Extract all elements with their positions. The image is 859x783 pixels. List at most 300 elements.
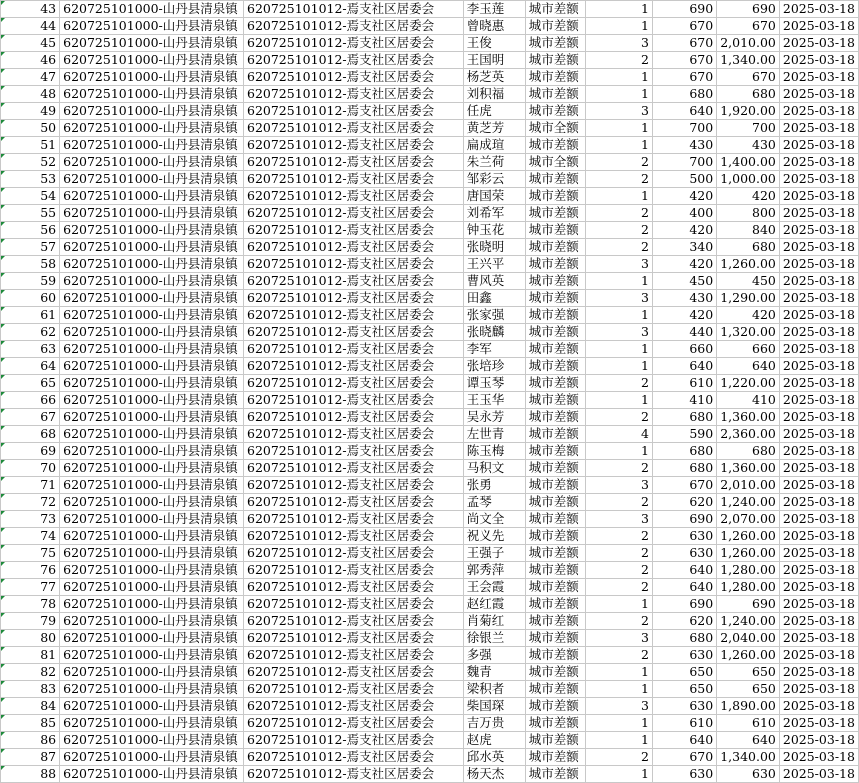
total-amount-cell[interactable]: 2,070.00 bbox=[717, 511, 780, 528]
standard-amount-cell[interactable]: 690 bbox=[652, 511, 716, 528]
household-size-cell[interactable]: 3 bbox=[585, 511, 652, 528]
total-amount-cell[interactable]: 1,260.00 bbox=[717, 256, 780, 273]
standard-amount-cell[interactable]: 680 bbox=[652, 630, 716, 647]
town-code-cell[interactable]: 620725101000-山丹县清泉镇 bbox=[60, 307, 244, 324]
community-code-cell[interactable]: 620725101012-焉支社区居委会 bbox=[244, 528, 464, 545]
total-amount-cell[interactable]: 1,280.00 bbox=[717, 579, 780, 596]
total-amount-cell[interactable]: 700 bbox=[717, 120, 780, 137]
town-code-cell[interactable]: 620725101000-山丹县清泉镇 bbox=[60, 290, 244, 307]
category-cell[interactable]: 城市差额 bbox=[525, 409, 585, 426]
community-code-cell[interactable]: 620725101012-焉支社区居委会 bbox=[244, 324, 464, 341]
town-code-cell[interactable]: 620725101000-山丹县清泉镇 bbox=[60, 86, 244, 103]
household-size-cell[interactable]: 2 bbox=[585, 562, 652, 579]
community-code-cell[interactable]: 620725101012-焉支社区居委会 bbox=[244, 426, 464, 443]
standard-amount-cell[interactable]: 610 bbox=[652, 715, 716, 732]
standard-amount-cell[interactable]: 420 bbox=[652, 188, 716, 205]
category-cell[interactable]: 城市差额 bbox=[525, 1, 585, 18]
date-cell[interactable]: 2025-03-18 bbox=[779, 732, 858, 749]
standard-amount-cell[interactable]: 680 bbox=[652, 86, 716, 103]
standard-amount-cell[interactable]: 620 bbox=[652, 613, 716, 630]
row-index[interactable] bbox=[1, 443, 60, 460]
town-code-cell[interactable]: 620725101000-山丹县清泉镇 bbox=[60, 1, 244, 18]
total-amount-cell[interactable]: 1,340.00 bbox=[717, 52, 780, 69]
community-code-cell[interactable]: 620725101012-焉支社区居委会 bbox=[244, 375, 464, 392]
total-amount-cell[interactable]: 650 bbox=[717, 664, 780, 681]
category-cell[interactable]: 城市差额 bbox=[525, 86, 585, 103]
date-cell[interactable]: 2025-03-18 bbox=[779, 171, 858, 188]
name-cell[interactable]: 钟玉花 bbox=[463, 222, 525, 239]
row-index[interactable] bbox=[1, 715, 60, 732]
name-cell[interactable]: 徐银兰 bbox=[463, 630, 525, 647]
total-amount-cell[interactable]: 1,320.00 bbox=[717, 324, 780, 341]
row-index[interactable] bbox=[1, 511, 60, 528]
total-amount-cell[interactable]: 2,360.00 bbox=[717, 426, 780, 443]
household-size-cell[interactable]: 1 bbox=[585, 137, 652, 154]
town-code-cell[interactable]: 620725101000-山丹县清泉镇 bbox=[60, 205, 244, 222]
row-index[interactable] bbox=[1, 392, 60, 409]
town-code-cell[interactable]: 620725101000-山丹县清泉镇 bbox=[60, 18, 244, 35]
date-cell[interactable]: 2025-03-18 bbox=[779, 239, 858, 256]
standard-amount-cell[interactable]: 670 bbox=[652, 18, 716, 35]
community-code-cell[interactable]: 620725101012-焉支社区居委会 bbox=[244, 103, 464, 120]
community-code-cell[interactable]: 620725101012-焉支社区居委会 bbox=[244, 511, 464, 528]
standard-amount-cell[interactable]: 410 bbox=[652, 392, 716, 409]
community-code-cell[interactable]: 620725101012-焉支社区居委会 bbox=[244, 715, 464, 732]
total-amount-cell[interactable]: 640 bbox=[717, 358, 780, 375]
category-cell[interactable]: 城市差额 bbox=[525, 579, 585, 596]
community-code-cell[interactable]: 620725101012-焉支社区居委会 bbox=[244, 171, 464, 188]
date-cell[interactable]: 2025-03-18 bbox=[779, 494, 858, 511]
name-cell[interactable]: 陈玉梅 bbox=[463, 443, 525, 460]
total-amount-cell[interactable]: 630 bbox=[717, 766, 780, 783]
category-cell[interactable]: 城市差额 bbox=[525, 358, 585, 375]
community-code-cell[interactable]: 620725101012-焉支社区居委会 bbox=[244, 630, 464, 647]
town-code-cell[interactable]: 620725101000-山丹县清泉镇 bbox=[60, 35, 244, 52]
row-index[interactable] bbox=[1, 86, 60, 103]
household-size-cell[interactable]: 1 bbox=[585, 392, 652, 409]
category-cell[interactable]: 城市差额 bbox=[525, 137, 585, 154]
town-code-cell[interactable]: 620725101000-山丹县清泉镇 bbox=[60, 681, 244, 698]
standard-amount-cell[interactable]: 650 bbox=[652, 681, 716, 698]
category-cell[interactable]: 城市差额 bbox=[525, 426, 585, 443]
total-amount-cell[interactable]: 1,220.00 bbox=[717, 375, 780, 392]
total-amount-cell[interactable]: 1,260.00 bbox=[717, 647, 780, 664]
standard-amount-cell[interactable]: 610 bbox=[652, 375, 716, 392]
row-index[interactable] bbox=[1, 426, 60, 443]
standard-amount-cell[interactable]: 620 bbox=[652, 494, 716, 511]
standard-amount-cell[interactable]: 430 bbox=[652, 137, 716, 154]
date-cell[interactable]: 2025-03-18 bbox=[779, 324, 858, 341]
town-code-cell[interactable]: 620725101000-山丹县清泉镇 bbox=[60, 426, 244, 443]
category-cell[interactable]: 城市差额 bbox=[525, 35, 585, 52]
category-cell[interactable]: 城市差额 bbox=[525, 273, 585, 290]
category-cell[interactable]: 城市差额 bbox=[525, 613, 585, 630]
town-code-cell[interactable]: 620725101000-山丹县清泉镇 bbox=[60, 579, 244, 596]
date-cell[interactable]: 2025-03-18 bbox=[779, 273, 858, 290]
community-code-cell[interactable]: 620725101012-焉支社区居委会 bbox=[244, 749, 464, 766]
town-code-cell[interactable]: 620725101000-山丹县清泉镇 bbox=[60, 341, 244, 358]
community-code-cell[interactable]: 620725101012-焉支社区居委会 bbox=[244, 358, 464, 375]
total-amount-cell[interactable]: 1,260.00 bbox=[717, 545, 780, 562]
community-code-cell[interactable]: 620725101012-焉支社区居委会 bbox=[244, 545, 464, 562]
total-amount-cell[interactable]: 680 bbox=[717, 86, 780, 103]
row-index[interactable] bbox=[1, 188, 60, 205]
date-cell[interactable]: 2025-03-18 bbox=[779, 613, 858, 630]
row-index[interactable] bbox=[1, 324, 60, 341]
name-cell[interactable]: 孟琴 bbox=[463, 494, 525, 511]
date-cell[interactable]: 2025-03-18 bbox=[779, 188, 858, 205]
household-size-cell[interactable]: 2 bbox=[585, 579, 652, 596]
standard-amount-cell[interactable]: 640 bbox=[652, 732, 716, 749]
town-code-cell[interactable]: 620725101000-山丹县清泉镇 bbox=[60, 647, 244, 664]
community-code-cell[interactable]: 620725101012-焉支社区居委会 bbox=[244, 392, 464, 409]
name-cell[interactable]: 刘积福 bbox=[463, 86, 525, 103]
name-cell[interactable]: 田鑫 bbox=[463, 290, 525, 307]
town-code-cell[interactable]: 620725101000-山丹县清泉镇 bbox=[60, 171, 244, 188]
category-cell[interactable]: 城市差额 bbox=[525, 766, 585, 783]
community-code-cell[interactable]: 620725101012-焉支社区居委会 bbox=[244, 341, 464, 358]
town-code-cell[interactable]: 620725101000-山丹县清泉镇 bbox=[60, 443, 244, 460]
town-code-cell[interactable]: 620725101000-山丹县清泉镇 bbox=[60, 613, 244, 630]
row-index[interactable] bbox=[1, 613, 60, 630]
standard-amount-cell[interactable]: 670 bbox=[652, 749, 716, 766]
name-cell[interactable]: 张晓麟 bbox=[463, 324, 525, 341]
community-code-cell[interactable]: 620725101012-焉支社区居委会 bbox=[244, 766, 464, 783]
name-cell[interactable]: 刘希军 bbox=[463, 205, 525, 222]
row-index[interactable] bbox=[1, 409, 60, 426]
name-cell[interactable]: 王俊 bbox=[463, 35, 525, 52]
standard-amount-cell[interactable]: 450 bbox=[652, 273, 716, 290]
town-code-cell[interactable]: 620725101000-山丹县清泉镇 bbox=[60, 120, 244, 137]
date-cell[interactable]: 2025-03-18 bbox=[779, 630, 858, 647]
household-size-cell[interactable]: 3 bbox=[585, 256, 652, 273]
standard-amount-cell[interactable]: 630 bbox=[652, 528, 716, 545]
community-code-cell[interactable]: 620725101012-焉支社区居委会 bbox=[244, 256, 464, 273]
category-cell[interactable]: 城市差额 bbox=[525, 18, 585, 35]
name-cell[interactable]: 朱兰荷 bbox=[463, 154, 525, 171]
total-amount-cell[interactable]: 430 bbox=[717, 137, 780, 154]
total-amount-cell[interactable]: 1,890.00 bbox=[717, 698, 780, 715]
category-cell[interactable]: 城市差额 bbox=[525, 698, 585, 715]
row-index[interactable] bbox=[1, 290, 60, 307]
category-cell[interactable]: 城市差额 bbox=[525, 205, 585, 222]
category-cell[interactable]: 城市差额 bbox=[525, 256, 585, 273]
town-code-cell[interactable]: 620725101000-山丹县清泉镇 bbox=[60, 477, 244, 494]
category-cell[interactable]: 城市全额 bbox=[525, 154, 585, 171]
date-cell[interactable]: 2025-03-18 bbox=[779, 511, 858, 528]
name-cell[interactable]: 魏青 bbox=[463, 664, 525, 681]
date-cell[interactable]: 2025-03-18 bbox=[779, 86, 858, 103]
town-code-cell[interactable]: 620725101000-山丹县清泉镇 bbox=[60, 664, 244, 681]
name-cell[interactable]: 赵红霞 bbox=[463, 596, 525, 613]
town-code-cell[interactable]: 620725101000-山丹县清泉镇 bbox=[60, 766, 244, 783]
town-code-cell[interactable]: 620725101000-山丹县清泉镇 bbox=[60, 596, 244, 613]
row-index[interactable] bbox=[1, 256, 60, 273]
community-code-cell[interactable]: 620725101012-焉支社区居委会 bbox=[244, 613, 464, 630]
name-cell[interactable]: 李玉莲 bbox=[463, 1, 525, 18]
category-cell[interactable]: 城市差额 bbox=[525, 324, 585, 341]
row-index[interactable] bbox=[1, 545, 60, 562]
standard-amount-cell[interactable]: 700 bbox=[652, 154, 716, 171]
standard-amount-cell[interactable]: 630 bbox=[652, 545, 716, 562]
household-size-cell[interactable]: 2 bbox=[585, 222, 652, 239]
row-index[interactable] bbox=[1, 205, 60, 222]
total-amount-cell[interactable]: 610 bbox=[717, 715, 780, 732]
community-code-cell[interactable]: 620725101012-焉支社区居委会 bbox=[244, 188, 464, 205]
row-index[interactable] bbox=[1, 749, 60, 766]
standard-amount-cell[interactable]: 640 bbox=[652, 103, 716, 120]
date-cell[interactable]: 2025-03-18 bbox=[779, 443, 858, 460]
town-code-cell[interactable]: 620725101000-山丹县清泉镇 bbox=[60, 409, 244, 426]
date-cell[interactable]: 2025-03-18 bbox=[779, 358, 858, 375]
total-amount-cell[interactable]: 1,290.00 bbox=[717, 290, 780, 307]
total-amount-cell[interactable]: 2,040.00 bbox=[717, 630, 780, 647]
name-cell[interactable]: 尚文全 bbox=[463, 511, 525, 528]
date-cell[interactable]: 2025-03-18 bbox=[779, 749, 858, 766]
town-code-cell[interactable]: 620725101000-山丹县清泉镇 bbox=[60, 273, 244, 290]
row-index[interactable] bbox=[1, 732, 60, 749]
row-index[interactable] bbox=[1, 69, 60, 86]
date-cell[interactable]: 2025-03-18 bbox=[779, 256, 858, 273]
community-code-cell[interactable]: 620725101012-焉支社区居委会 bbox=[244, 443, 464, 460]
row-index[interactable] bbox=[1, 460, 60, 477]
town-code-cell[interactable]: 620725101000-山丹县清泉镇 bbox=[60, 392, 244, 409]
category-cell[interactable]: 城市差额 bbox=[525, 511, 585, 528]
category-cell[interactable]: 城市差额 bbox=[525, 52, 585, 69]
standard-amount-cell[interactable]: 650 bbox=[652, 664, 716, 681]
name-cell[interactable]: 曹风英 bbox=[463, 273, 525, 290]
name-cell[interactable]: 郭秀萍 bbox=[463, 562, 525, 579]
name-cell[interactable]: 黄芝芳 bbox=[463, 120, 525, 137]
household-size-cell[interactable]: 1 bbox=[585, 766, 652, 783]
household-size-cell[interactable]: 2 bbox=[585, 528, 652, 545]
town-code-cell[interactable]: 620725101000-山丹县清泉镇 bbox=[60, 69, 244, 86]
name-cell[interactable]: 李军 bbox=[463, 341, 525, 358]
standard-amount-cell[interactable]: 680 bbox=[652, 460, 716, 477]
row-index[interactable] bbox=[1, 375, 60, 392]
total-amount-cell[interactable]: 1,360.00 bbox=[717, 409, 780, 426]
total-amount-cell[interactable]: 2,010.00 bbox=[717, 35, 780, 52]
community-code-cell[interactable]: 620725101012-焉支社区居委会 bbox=[244, 69, 464, 86]
community-code-cell[interactable]: 620725101012-焉支社区居委会 bbox=[244, 154, 464, 171]
town-code-cell[interactable]: 620725101000-山丹县清泉镇 bbox=[60, 630, 244, 647]
date-cell[interactable]: 2025-03-18 bbox=[779, 18, 858, 35]
household-size-cell[interactable]: 2 bbox=[585, 647, 652, 664]
community-code-cell[interactable]: 620725101012-焉支社区居委会 bbox=[244, 290, 464, 307]
date-cell[interactable]: 2025-03-18 bbox=[779, 307, 858, 324]
row-index[interactable] bbox=[1, 1, 60, 18]
household-size-cell[interactable]: 3 bbox=[585, 477, 652, 494]
household-size-cell[interactable]: 1 bbox=[585, 86, 652, 103]
community-code-cell[interactable]: 620725101012-焉支社区居委会 bbox=[244, 205, 464, 222]
community-code-cell[interactable]: 620725101012-焉支社区居委会 bbox=[244, 120, 464, 137]
category-cell[interactable]: 城市差额 bbox=[525, 664, 585, 681]
household-size-cell[interactable]: 1 bbox=[585, 596, 652, 613]
household-size-cell[interactable]: 2 bbox=[585, 375, 652, 392]
row-index[interactable] bbox=[1, 477, 60, 494]
standard-amount-cell[interactable]: 430 bbox=[652, 290, 716, 307]
household-size-cell[interactable]: 2 bbox=[585, 205, 652, 222]
category-cell[interactable]: 城市差额 bbox=[525, 596, 585, 613]
town-code-cell[interactable]: 620725101000-山丹县清泉镇 bbox=[60, 375, 244, 392]
name-cell[interactable]: 赵虎 bbox=[463, 732, 525, 749]
household-size-cell[interactable]: 2 bbox=[585, 239, 652, 256]
total-amount-cell[interactable]: 1,400.00 bbox=[717, 154, 780, 171]
household-size-cell[interactable]: 1 bbox=[585, 358, 652, 375]
name-cell[interactable]: 邱水英 bbox=[463, 749, 525, 766]
category-cell[interactable]: 城市差额 bbox=[525, 239, 585, 256]
category-cell[interactable]: 城市差额 bbox=[525, 392, 585, 409]
standard-amount-cell[interactable]: 420 bbox=[652, 307, 716, 324]
row-index[interactable] bbox=[1, 273, 60, 290]
community-code-cell[interactable]: 620725101012-焉支社区居委会 bbox=[244, 596, 464, 613]
household-size-cell[interactable]: 1 bbox=[585, 307, 652, 324]
total-amount-cell[interactable]: 840 bbox=[717, 222, 780, 239]
name-cell[interactable]: 张家强 bbox=[463, 307, 525, 324]
name-cell[interactable]: 吴永芳 bbox=[463, 409, 525, 426]
category-cell[interactable]: 城市差额 bbox=[525, 494, 585, 511]
date-cell[interactable]: 2025-03-18 bbox=[779, 35, 858, 52]
date-cell[interactable]: 2025-03-18 bbox=[779, 528, 858, 545]
row-index[interactable] bbox=[1, 120, 60, 137]
row-index[interactable] bbox=[1, 562, 60, 579]
date-cell[interactable]: 2025-03-18 bbox=[779, 766, 858, 783]
total-amount-cell[interactable]: 1,360.00 bbox=[717, 460, 780, 477]
town-code-cell[interactable]: 620725101000-山丹县清泉镇 bbox=[60, 494, 244, 511]
community-code-cell[interactable]: 620725101012-焉支社区居委会 bbox=[244, 239, 464, 256]
row-index[interactable] bbox=[1, 766, 60, 783]
standard-amount-cell[interactable]: 670 bbox=[652, 477, 716, 494]
date-cell[interactable]: 2025-03-18 bbox=[779, 664, 858, 681]
row-index[interactable] bbox=[1, 494, 60, 511]
town-code-cell[interactable]: 620725101000-山丹县清泉镇 bbox=[60, 545, 244, 562]
row-index[interactable] bbox=[1, 596, 60, 613]
standard-amount-cell[interactable]: 630 bbox=[652, 698, 716, 715]
community-code-cell[interactable]: 620725101012-焉支社区居委会 bbox=[244, 86, 464, 103]
total-amount-cell[interactable]: 680 bbox=[717, 239, 780, 256]
row-index[interactable] bbox=[1, 103, 60, 120]
date-cell[interactable]: 2025-03-18 bbox=[779, 341, 858, 358]
name-cell[interactable]: 邹彩云 bbox=[463, 171, 525, 188]
community-code-cell[interactable]: 620725101012-焉支社区居委会 bbox=[244, 307, 464, 324]
household-size-cell[interactable]: 3 bbox=[585, 290, 652, 307]
household-size-cell[interactable]: 1 bbox=[585, 1, 652, 18]
category-cell[interactable]: 城市差额 bbox=[525, 69, 585, 86]
town-code-cell[interactable]: 620725101000-山丹县清泉镇 bbox=[60, 460, 244, 477]
category-cell[interactable]: 城市差额 bbox=[525, 528, 585, 545]
town-code-cell[interactable]: 620725101000-山丹县清泉镇 bbox=[60, 358, 244, 375]
town-code-cell[interactable]: 620725101000-山丹县清泉镇 bbox=[60, 222, 244, 239]
community-code-cell[interactable]: 620725101012-焉支社区居委会 bbox=[244, 18, 464, 35]
total-amount-cell[interactable]: 690 bbox=[717, 596, 780, 613]
date-cell[interactable]: 2025-03-18 bbox=[779, 154, 858, 171]
standard-amount-cell[interactable]: 690 bbox=[652, 1, 716, 18]
row-index[interactable] bbox=[1, 18, 60, 35]
household-size-cell[interactable]: 1 bbox=[585, 188, 652, 205]
name-cell[interactable]: 王玉华 bbox=[463, 392, 525, 409]
town-code-cell[interactable]: 620725101000-山丹县清泉镇 bbox=[60, 562, 244, 579]
name-cell[interactable]: 杨天杰 bbox=[463, 766, 525, 783]
household-size-cell[interactable]: 2 bbox=[585, 52, 652, 69]
name-cell[interactable]: 肖菊红 bbox=[463, 613, 525, 630]
standard-amount-cell[interactable]: 660 bbox=[652, 341, 716, 358]
community-code-cell[interactable]: 620725101012-焉支社区居委会 bbox=[244, 494, 464, 511]
total-amount-cell[interactable]: 450 bbox=[717, 273, 780, 290]
name-cell[interactable]: 张晓明 bbox=[463, 239, 525, 256]
date-cell[interactable]: 2025-03-18 bbox=[779, 426, 858, 443]
name-cell[interactable]: 任虎 bbox=[463, 103, 525, 120]
household-size-cell[interactable]: 3 bbox=[585, 324, 652, 341]
household-size-cell[interactable]: 1 bbox=[585, 732, 652, 749]
standard-amount-cell[interactable]: 630 bbox=[652, 766, 716, 783]
town-code-cell[interactable]: 620725101000-山丹县清泉镇 bbox=[60, 154, 244, 171]
town-code-cell[interactable]: 620725101000-山丹县清泉镇 bbox=[60, 324, 244, 341]
total-amount-cell[interactable]: 1,000.00 bbox=[717, 171, 780, 188]
row-index[interactable] bbox=[1, 341, 60, 358]
name-cell[interactable]: 多强 bbox=[463, 647, 525, 664]
community-code-cell[interactable]: 620725101012-焉支社区居委会 bbox=[244, 477, 464, 494]
standard-amount-cell[interactable]: 420 bbox=[652, 256, 716, 273]
date-cell[interactable]: 2025-03-18 bbox=[779, 205, 858, 222]
community-code-cell[interactable]: 620725101012-焉支社区居委会 bbox=[244, 732, 464, 749]
community-code-cell[interactable]: 620725101012-焉支社区居委会 bbox=[244, 698, 464, 715]
household-size-cell[interactable]: 2 bbox=[585, 171, 652, 188]
category-cell[interactable]: 城市差额 bbox=[525, 749, 585, 766]
name-cell[interactable]: 马积文 bbox=[463, 460, 525, 477]
community-code-cell[interactable]: 620725101012-焉支社区居委会 bbox=[244, 664, 464, 681]
total-amount-cell[interactable]: 690 bbox=[717, 1, 780, 18]
community-code-cell[interactable]: 620725101012-焉支社区居委会 bbox=[244, 137, 464, 154]
row-index[interactable] bbox=[1, 35, 60, 52]
total-amount-cell[interactable]: 420 bbox=[717, 307, 780, 324]
community-code-cell[interactable]: 620725101012-焉支社区居委会 bbox=[244, 222, 464, 239]
date-cell[interactable]: 2025-03-18 bbox=[779, 647, 858, 664]
date-cell[interactable]: 2025-03-18 bbox=[779, 477, 858, 494]
date-cell[interactable]: 2025-03-18 bbox=[779, 69, 858, 86]
household-size-cell[interactable]: 1 bbox=[585, 681, 652, 698]
community-code-cell[interactable]: 620725101012-焉支社区居委会 bbox=[244, 273, 464, 290]
date-cell[interactable]: 2025-03-18 bbox=[779, 1, 858, 18]
date-cell[interactable]: 2025-03-18 bbox=[779, 290, 858, 307]
community-code-cell[interactable]: 620725101012-焉支社区居委会 bbox=[244, 460, 464, 477]
household-size-cell[interactable]: 2 bbox=[585, 494, 652, 511]
household-size-cell[interactable]: 3 bbox=[585, 630, 652, 647]
standard-amount-cell[interactable]: 630 bbox=[652, 647, 716, 664]
total-amount-cell[interactable]: 640 bbox=[717, 732, 780, 749]
row-index[interactable] bbox=[1, 579, 60, 596]
category-cell[interactable]: 城市差额 bbox=[525, 443, 585, 460]
town-code-cell[interactable]: 620725101000-山丹县清泉镇 bbox=[60, 52, 244, 69]
town-code-cell[interactable]: 620725101000-山丹县清泉镇 bbox=[60, 749, 244, 766]
date-cell[interactable]: 2025-03-18 bbox=[779, 52, 858, 69]
household-size-cell[interactable]: 1 bbox=[585, 443, 652, 460]
name-cell[interactable]: 曾晓惠 bbox=[463, 18, 525, 35]
standard-amount-cell[interactable]: 420 bbox=[652, 222, 716, 239]
date-cell[interactable]: 2025-03-18 bbox=[779, 120, 858, 137]
row-index[interactable] bbox=[1, 647, 60, 664]
standard-amount-cell[interactable]: 590 bbox=[652, 426, 716, 443]
date-cell[interactable]: 2025-03-18 bbox=[779, 715, 858, 732]
total-amount-cell[interactable]: 650 bbox=[717, 681, 780, 698]
standard-amount-cell[interactable]: 680 bbox=[652, 443, 716, 460]
town-code-cell[interactable]: 620725101000-山丹县清泉镇 bbox=[60, 239, 244, 256]
name-cell[interactable]: 王强子 bbox=[463, 545, 525, 562]
category-cell[interactable]: 城市差额 bbox=[525, 647, 585, 664]
date-cell[interactable]: 2025-03-18 bbox=[779, 698, 858, 715]
category-cell[interactable]: 城市差额 bbox=[525, 222, 585, 239]
total-amount-cell[interactable]: 410 bbox=[717, 392, 780, 409]
category-cell[interactable]: 城市差额 bbox=[525, 460, 585, 477]
